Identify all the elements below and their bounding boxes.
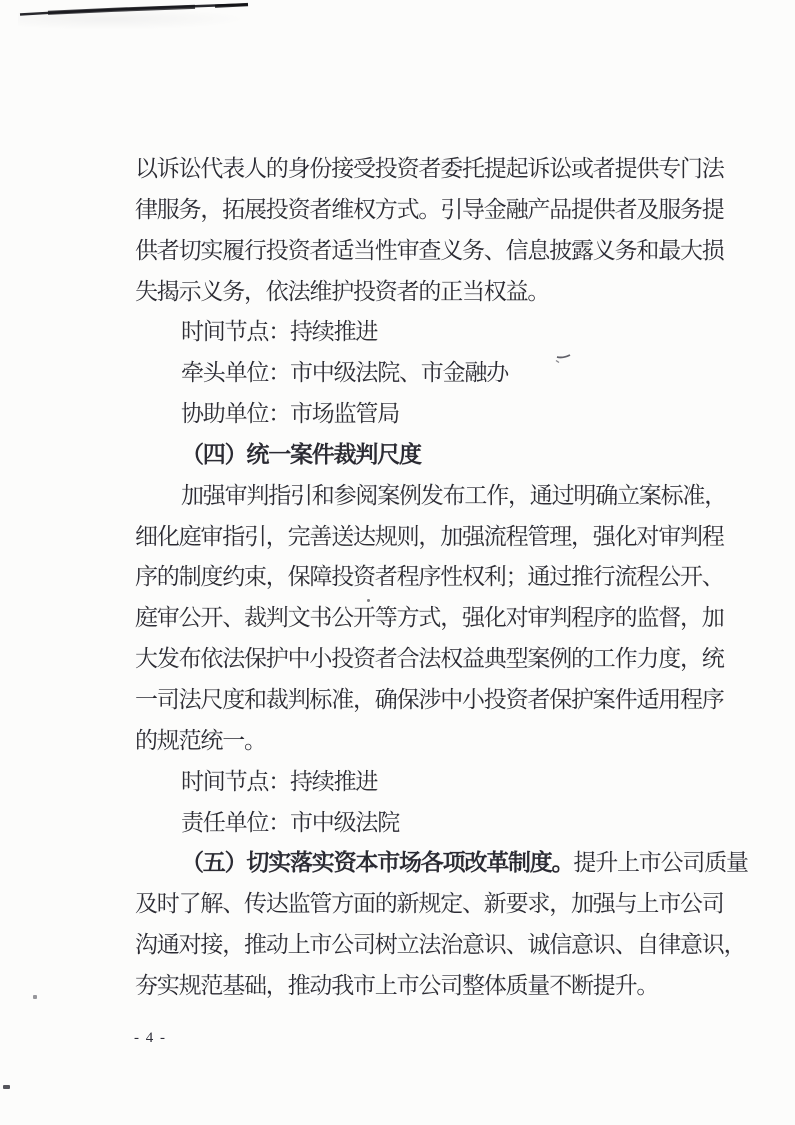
text-line (135, 435, 745, 476)
body-text: 以诉讼代表人的身份接受投资者委托提起诉讼或者提供专门法 (135, 156, 724, 181)
text-line (135, 190, 745, 231)
page-number: - 4 - (134, 1030, 167, 1046)
text-line (135, 639, 745, 680)
body-text: 庭审公开、裁判文书公开等方式，强化对审判程序的监督，加 (135, 605, 724, 631)
text-line (135, 803, 745, 844)
body-text: 提升上市公司质量 (573, 850, 748, 876)
scan-speck-artifact (33, 995, 37, 999)
text-line (135, 762, 745, 803)
scan-tick-artifact (552, 350, 574, 366)
body-text: 大发布依法保护中小投资者合法权益典型案例的工作力度，统 (135, 646, 724, 672)
scan-speck-artifact (3, 1085, 10, 1089)
body-text: 一司法尺度和裁判标准，确保涉中小投资者保护案件适用程序 (135, 686, 724, 712)
body-text: 时间节点：持续推进 (181, 319, 378, 345)
text-line (135, 476, 745, 517)
text-line (135, 517, 745, 558)
body-text: 夯实规范基础，推动我市上市公司整体质量不断提升。 (135, 972, 659, 998)
body-text: 协助单位：市场监管局 (181, 401, 400, 427)
text-line (135, 557, 745, 598)
body-text: 序的制度约束，保障投资者程序性权利；通过推行流程公开、 (135, 564, 724, 590)
scan-dot-artifact (367, 599, 370, 602)
text-line (135, 680, 745, 721)
body-text: 律服务，拓展投资者维权方式。引导金融产品提供者及服务提 (135, 196, 724, 222)
body-text: 失揭示义务，依法维护投资者的正当权益。 (135, 278, 550, 304)
body-text: 责任单位：市中级法院 (181, 809, 400, 835)
body-text: 加强审判指引和参阅案例发布工作，通过明确立案标准， (181, 482, 727, 508)
body-text: 牵头单位：市中级法院、市金融办 (181, 360, 509, 386)
body-text: 的规范统一。 (135, 727, 266, 753)
text-line (135, 312, 745, 353)
scan-streak-artifact (0, 0, 300, 26)
text-line (135, 394, 745, 435)
body-text: 沟通对接，推动上市公司树立法治意识、诚信意识、自律意识， (135, 932, 746, 958)
text-line (135, 149, 745, 190)
text-line (135, 925, 745, 966)
text-line (135, 353, 745, 394)
text-line (135, 231, 745, 272)
text-line (135, 966, 745, 1007)
text-line (135, 721, 745, 762)
text-line (135, 598, 745, 639)
body-text: 供者切实履行投资者适当性审查义务、信息披露义务和最大损 (135, 237, 724, 263)
text-line (135, 272, 745, 313)
heading-text: （五）切实落实资本市场各项改革制度。 (181, 850, 574, 876)
text-line (135, 843, 748, 884)
body-text: 时间节点：持续推进 (181, 768, 378, 794)
body-text: 及时了解、传达监管方面的新规定、新要求，加强与上市公司 (135, 891, 724, 917)
text-line (135, 884, 745, 925)
heading-text: （四）统一案件裁判尺度 (181, 441, 421, 467)
document-body (135, 149, 748, 1007)
body-text: 细化庭审指引，完善送达规则，加强流程管理，强化对审判程 (135, 523, 724, 549)
